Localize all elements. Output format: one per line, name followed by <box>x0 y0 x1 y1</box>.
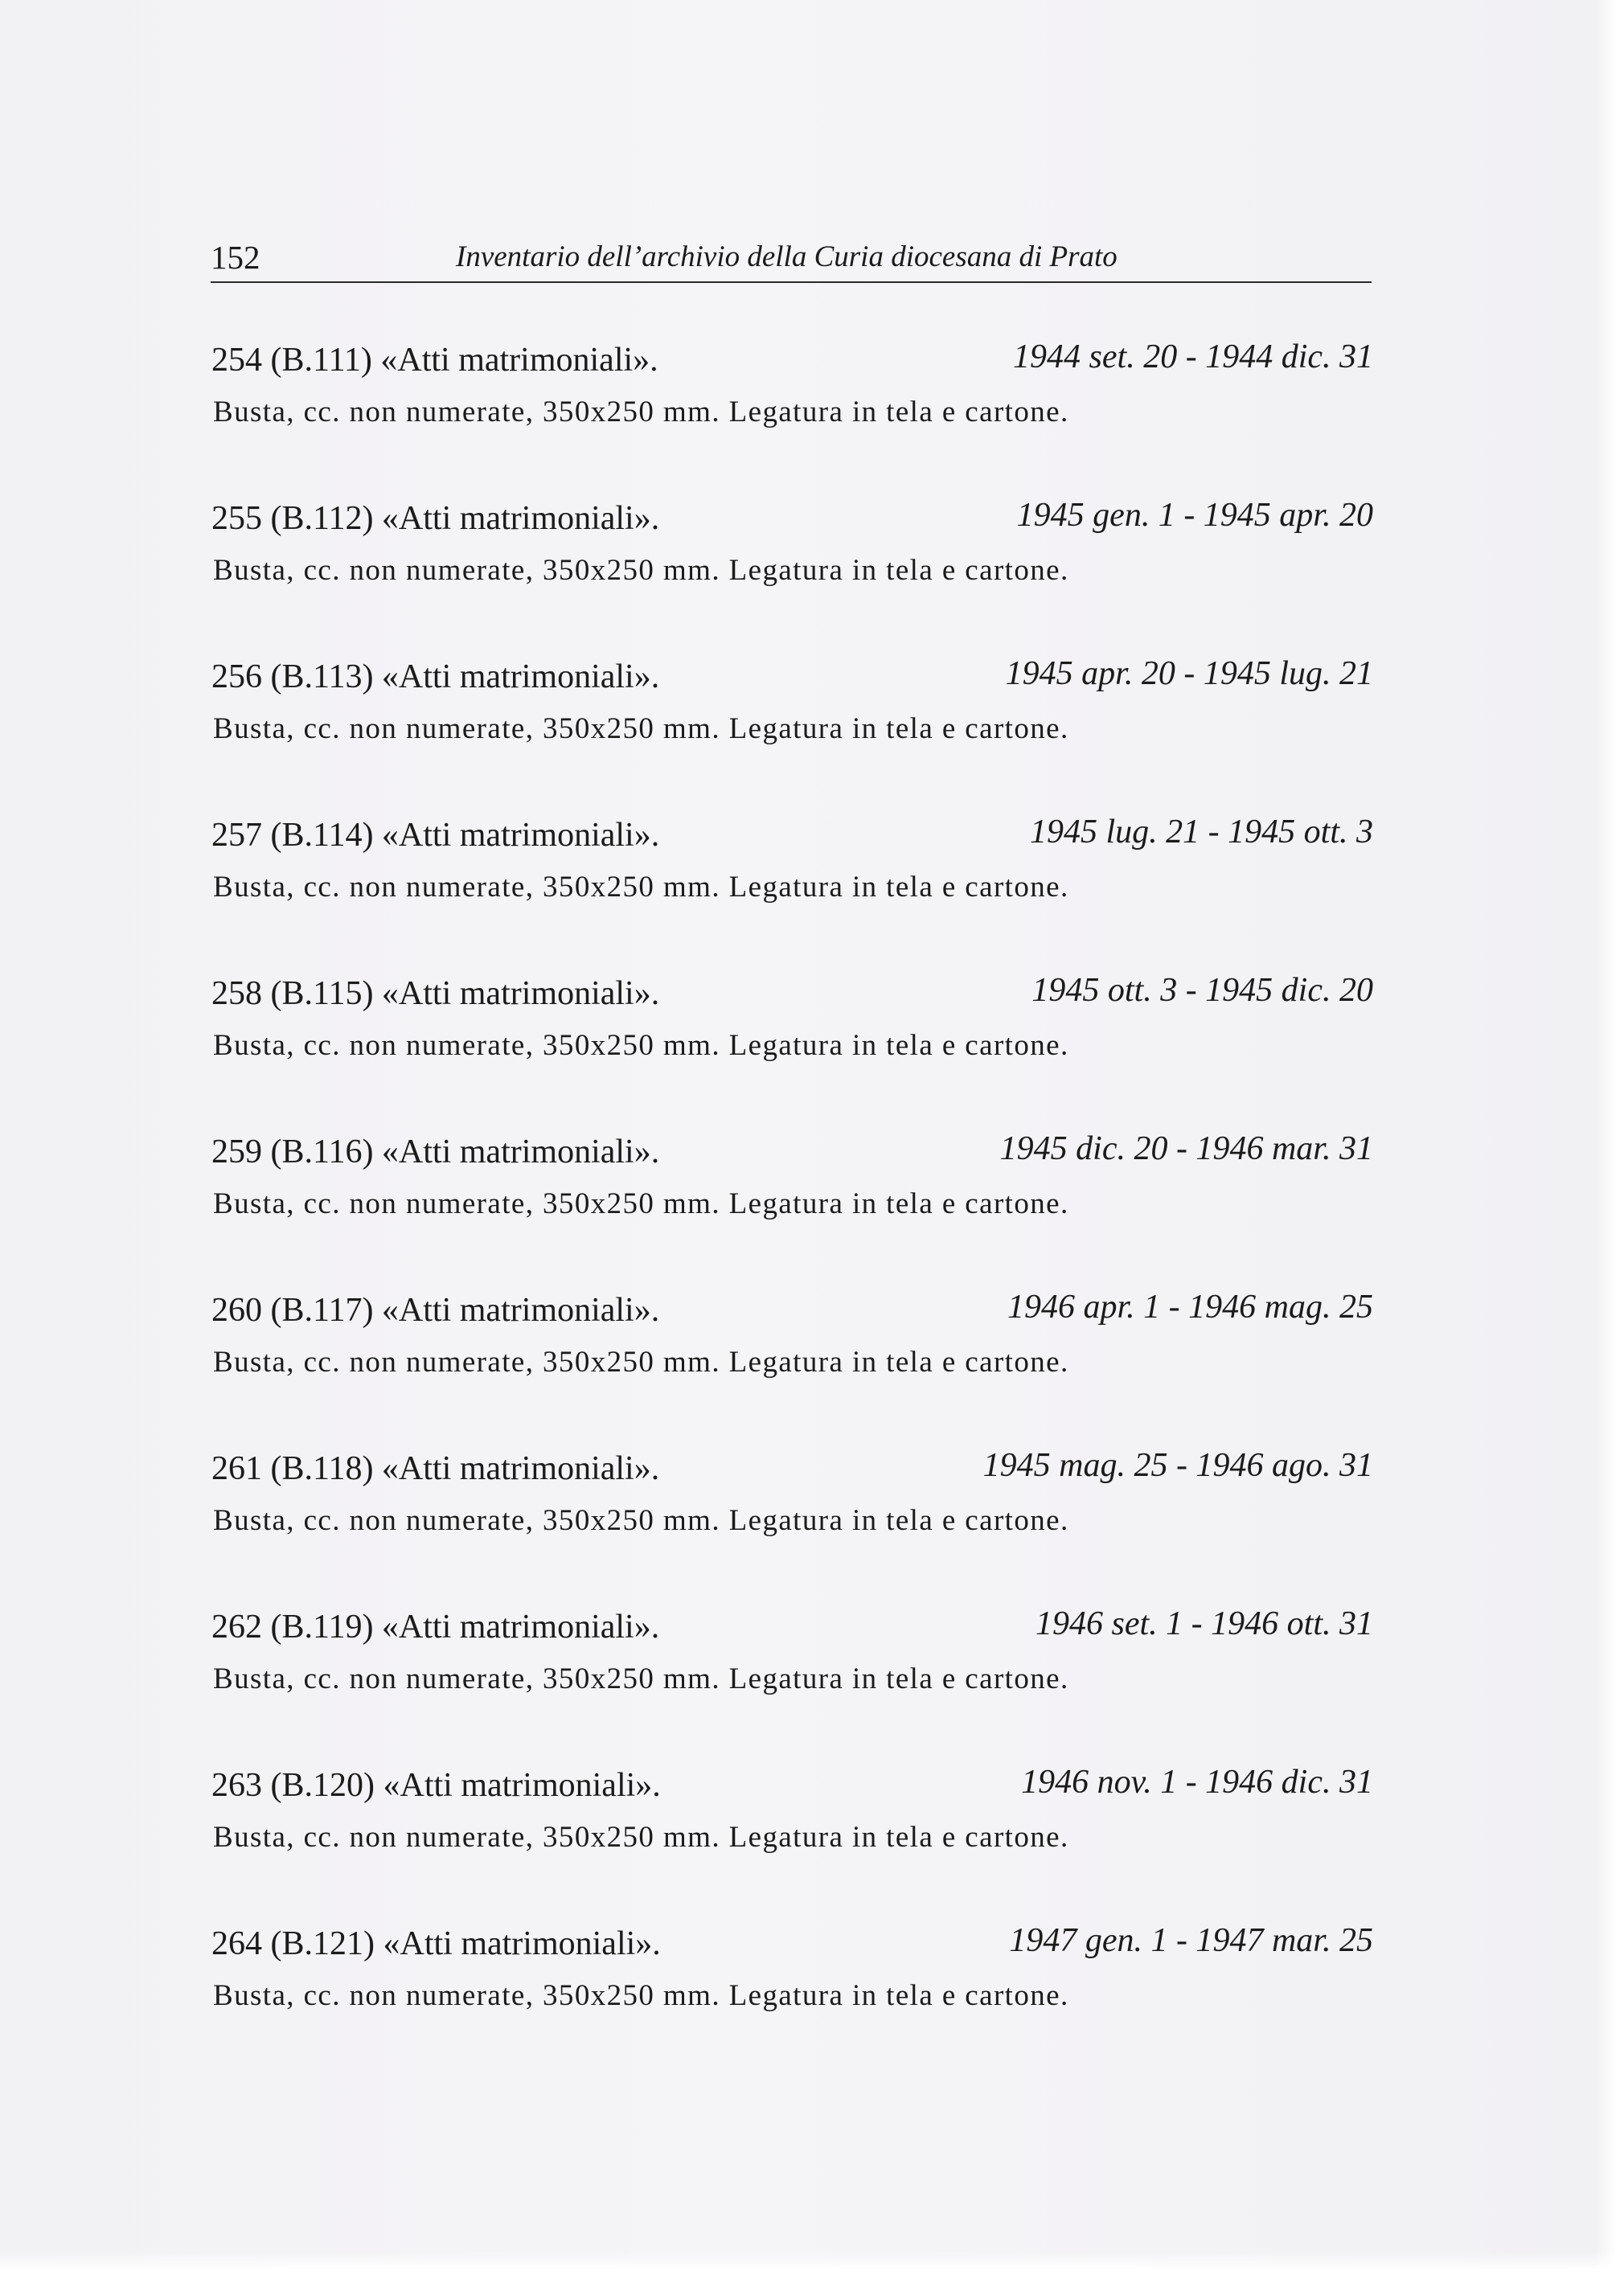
entry-heading <box>211 1445 1373 1493</box>
entry-date-range: 1946 set. 1 - 1946 ott. 31 <box>1036 1605 1373 1642</box>
page-header <box>211 238 1372 283</box>
entry-date-range: 1945 mag. 25 - 1946 ago. 31 <box>982 1447 1373 1484</box>
entry-description: Busta, cc. non numerate, 350x250 mm. Legatura in tela e cartone. <box>213 1662 1069 1695</box>
entry-title: 262 (B.119) «Atti matrimoniali». <box>211 1609 660 1646</box>
entry-heading <box>211 1761 1373 1810</box>
entry-date-range: 1945 dic. 20 - 1946 mar. 31 <box>999 1130 1373 1167</box>
entry-description: Busta, cc. non numerate, 350x250 mm. Legatura in tela e cartone. <box>213 1029 1069 1062</box>
inventory-entry <box>211 336 1373 494</box>
inventory-entry <box>211 1286 1373 1445</box>
entry-date-range: 1945 gen. 1 - 1945 apr. 20 <box>1016 497 1373 534</box>
entry-heading <box>211 1286 1373 1334</box>
inventory-entry <box>211 494 1373 653</box>
entry-description: Busta, cc. non numerate, 350x250 mm. Legatura in tela e cartone. <box>213 554 1069 587</box>
page-bottom-edge <box>0 2251 1624 2275</box>
entry-date-range: 1946 nov. 1 - 1946 dic. 31 <box>1021 1764 1373 1801</box>
entry-heading <box>211 653 1373 701</box>
entry-title: 260 (B.117) «Atti matrimoniali». <box>211 1292 660 1329</box>
entry-description: Busta, cc. non numerate, 350x250 mm. Legatura in tela e cartone. <box>213 1504 1069 1537</box>
entry-title: 264 (B.121) «Atti matrimoniali». <box>211 1925 661 1962</box>
entry-heading <box>211 336 1373 384</box>
entry-date-range: 1947 gen. 1 - 1947 mar. 25 <box>1009 1922 1373 1959</box>
page-number: 152 <box>211 239 260 276</box>
entry-title: 254 (B.111) «Atti matrimoniali». <box>211 342 658 379</box>
entry-heading <box>211 1128 1373 1176</box>
entry-title: 261 (B.118) «Atti matrimoniali». <box>211 1450 660 1487</box>
entry-description: Busta, cc. non numerate, 350x250 mm. Legatura in tela e cartone. <box>213 1187 1069 1220</box>
inventory-entry <box>211 969 1373 1128</box>
entry-date-range: 1945 apr. 20 - 1945 lug. 21 <box>1005 655 1373 692</box>
inventory-entry <box>211 1920 1373 2078</box>
entry-heading <box>211 494 1373 543</box>
entry-date-range: 1944 set. 20 - 1944 dic. 31 <box>1013 338 1373 375</box>
entry-title: 259 (B.116) «Atti matrimoniali». <box>211 1133 660 1170</box>
inventory-entry <box>211 1445 1373 1603</box>
inventory-entry <box>211 811 1373 969</box>
entry-title: 257 (B.114) «Atti matrimoniali». <box>211 817 660 854</box>
entry-heading <box>211 1920 1373 1968</box>
entry-title: 258 (B.115) «Atti matrimoniali». <box>211 975 660 1012</box>
entry-title: 256 (B.113) «Atti matrimoniali». <box>211 658 660 695</box>
entry-heading <box>211 1603 1373 1651</box>
inventory-entries <box>211 336 1373 2078</box>
entry-heading <box>211 811 1373 859</box>
entry-heading <box>211 969 1373 1018</box>
page-edge-shadow <box>1595 0 1624 2275</box>
entry-description: Busta, cc. non numerate, 350x250 mm. Legatura in tela e cartone. <box>213 712 1069 745</box>
entry-title: 263 (B.120) «Atti matrimoniali». <box>211 1767 661 1804</box>
inventory-entry <box>211 653 1373 811</box>
inventory-entry <box>211 1128 1373 1286</box>
entry-description: Busta, cc. non numerate, 350x250 mm. Legatura in tela e cartone. <box>213 1979 1069 2012</box>
entry-description: Busta, cc. non numerate, 350x250 mm. Legatura in tela e cartone. <box>213 871 1069 904</box>
entry-description: Busta, cc. non numerate, 350x250 mm. Legatura in tela e cartone. <box>213 1821 1069 1854</box>
entry-date-range: 1946 apr. 1 - 1946 mag. 25 <box>1007 1289 1373 1326</box>
inventory-entry <box>211 1761 1373 1920</box>
entry-date-range: 1945 lug. 21 - 1945 ott. 3 <box>1030 814 1373 851</box>
inventory-entry <box>211 1603 1373 1761</box>
entry-description: Busta, cc. non numerate, 350x250 mm. Legatura in tela e cartone. <box>213 1346 1069 1379</box>
entry-description: Busta, cc. non numerate, 350x250 mm. Legatura in tela e cartone. <box>213 396 1069 428</box>
running-title: Inventario dell’archivio della Curia diocesana di Prato <box>456 240 1118 273</box>
entry-title: 255 (B.112) «Atti matrimoniali». <box>211 500 660 537</box>
entry-date-range: 1945 ott. 3 - 1945 dic. 20 <box>1031 972 1373 1009</box>
